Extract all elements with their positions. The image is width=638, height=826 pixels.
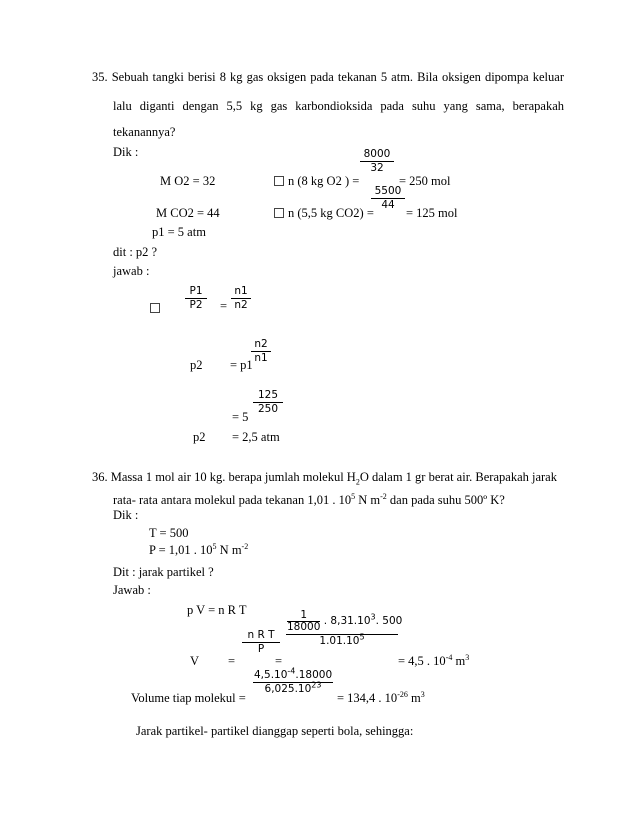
q36-volume-fraction: $\frac{1}{18000}$ . 8,31.10$^3$. 500 1.01.10$^5$ [287, 609, 403, 647]
q36-temperature: T = 500 [149, 526, 189, 540]
q35-fraction-125-250: $\frac{125}{250}$ [253, 390, 283, 414]
q35-eq-5: = 5 [232, 410, 249, 424]
q36-jawab: Jawab : [113, 583, 151, 597]
q35-molar-mass-o2: M O2 = 32 [160, 174, 216, 188]
q35-p1: p1 = 5 atm [152, 225, 206, 239]
q36-fraction-volume-per-molecule: $\frac{4,5.10^{-4}.18000}{6,025.10^{23}}$ [254, 666, 333, 695]
q35-line-1: 35. Sebuah tangki berisi 8 kg gas oksigen pada tekanan 5 atm. Bila oksigen dipompa keluar [92, 70, 564, 84]
q35-p2-label: p2 [190, 358, 203, 372]
checkbox-icon [274, 208, 284, 218]
q36-volume-per-molecule-label: Volume tiap molekul = [131, 691, 246, 705]
q35-molar-mass-co2: M CO2 = 44 [156, 206, 220, 220]
q36-dik-label: Dik : [113, 508, 139, 522]
q35-checkbox-row [150, 302, 164, 315]
q36-line-1: 36. Massa 1 mol air 10 kg. berapa jumlah molekul $H_2O$ dalam 1 gr berat air. Berapakah jarak [92, 470, 557, 487]
q36-distance-statement: Jarak partikel- partikel dianggap seperti bola, sehingga: [136, 724, 414, 738]
q35-moles-o2-label: n (8 kg O2 ) = [274, 175, 359, 188]
q36-line-2: rata- rata antara molekul pada tekanan 1,01 . $10^5$ N $m^{-2}$ dan pada suhu 500º K? [113, 491, 505, 507]
q36-v-label: V [190, 654, 200, 668]
q35-fraction-n2-n1: $\frac{n2}{n1}$ [251, 339, 271, 363]
q35-line-2: lalu diganti dengan 5,5 kg gas karbondioksida pada suhu yang sama, berapakah [113, 99, 564, 113]
q36-pressure: P = 1,01 . $10^5$ N $m^{-2}$ [149, 541, 249, 557]
q35-line-3: tekanannya? [113, 125, 176, 139]
q36-volume-per-molecule-result: = 134,4 . $10^{-26}$ $m^3$ [337, 689, 425, 705]
q35-fraction-8000-32: $\frac{8000}{32}$ [360, 149, 394, 173]
q35-fraction-p1-p2: $\frac{P1}{P2}$ [185, 286, 207, 310]
q36-v-equals: = [228, 654, 236, 668]
checkbox-icon [274, 176, 284, 186]
q36-dit: Dit : jarak partikel ? [113, 565, 214, 579]
q35-fraction-n1-n2: $\frac{n1}{n2}$ [231, 286, 251, 310]
q35-equals: = [220, 299, 228, 313]
q35-p2-result: = 2,5 atm [232, 430, 280, 444]
q35-moles-o2-result: = 250 mol [399, 174, 451, 188]
q36-equals-2: = [275, 654, 283, 668]
q35-fraction-5500-44: $\frac{5500}{44}$ [371, 186, 405, 210]
q36-fraction-nrt-p: $\frac{\text{n R T}}{P}$ [242, 630, 280, 654]
q35-dik-label: Dik : [113, 145, 139, 159]
q35-jawab: jawab : [113, 264, 150, 278]
q35-p2-eq-p1: = p1 [230, 358, 253, 372]
q35-moles-co2-result: = 125 mol [406, 206, 458, 220]
q35-dit: dit : p2 ? [113, 245, 158, 259]
q35-p2-final-label: p2 [193, 430, 206, 444]
q35-moles-co2-label: n (5,5 kg CO2) = [274, 207, 374, 220]
q36-ideal-gas-law: p V = n R T [187, 603, 247, 617]
checkbox-icon [150, 303, 160, 313]
q36-volume-result: = 4,5 . $10^{-4}$ $m^3$ [398, 652, 470, 668]
